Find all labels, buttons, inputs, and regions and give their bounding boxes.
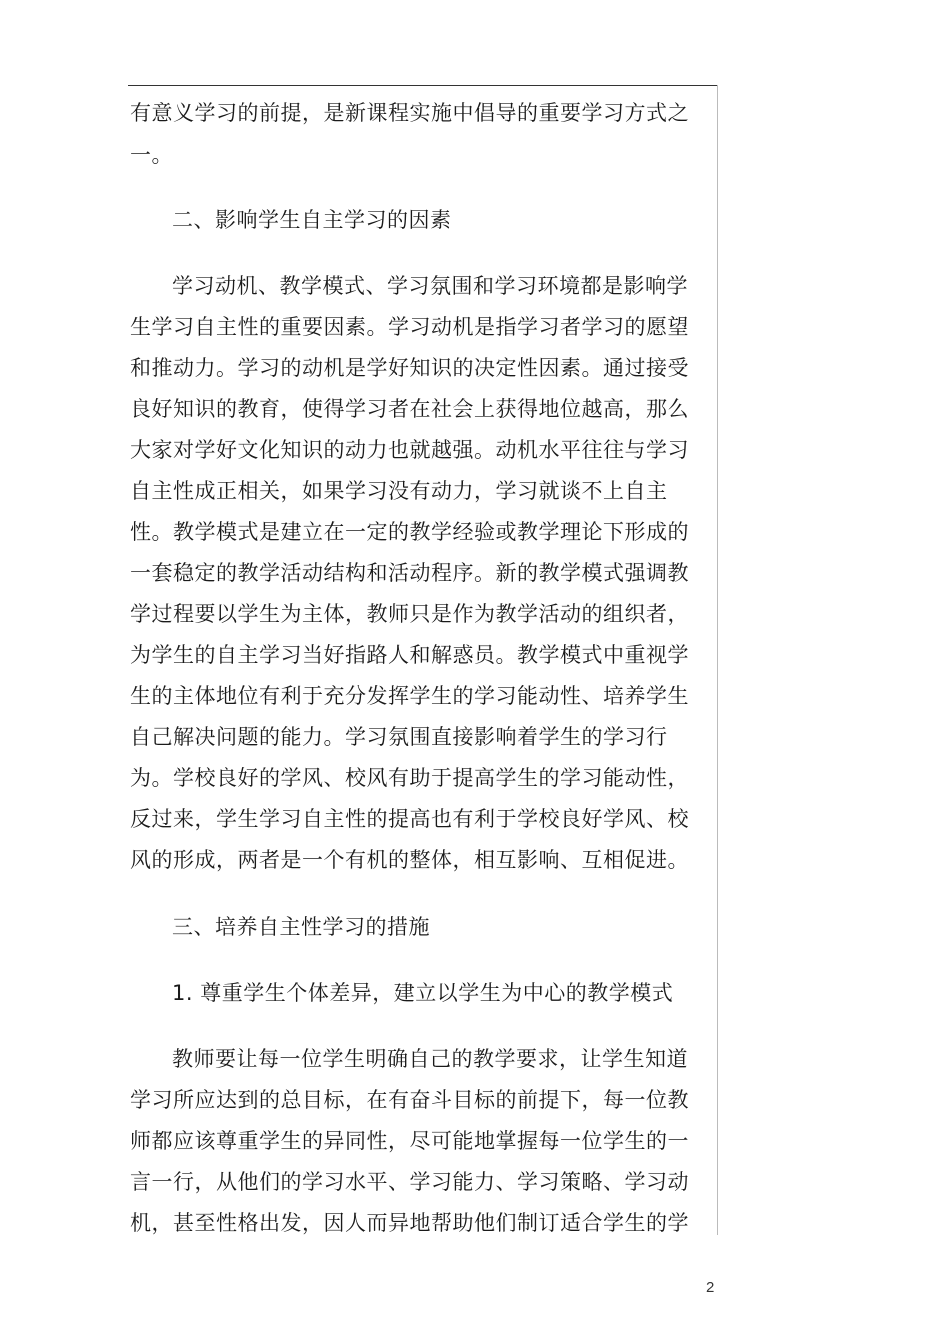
text-line: 自主性成正相关，如果学习没有动力，学习就谈不上自主 xyxy=(130,479,668,503)
text-line: 生的主体地位有利于充分发挥学生的学习能动性、培养学生 xyxy=(130,684,689,708)
text-line: 一套稳定的教学活动结构和活动程序。新的教学模式强调教 xyxy=(130,561,689,585)
text-line: 风的形成，两者是一个有机的整体，相互影响、互相促进。 xyxy=(130,848,689,872)
text-line: 反过来，学生学习自主性的提高也有利于学校良好学风、校 xyxy=(130,807,689,831)
top-rule xyxy=(128,85,718,86)
text-line: 性。教学模式是建立在一定的教学经验或教学理论下形成的 xyxy=(130,520,689,544)
text-line: 机，甚至性格出发，因人而异地帮助他们制订适合学生的学 xyxy=(130,1211,689,1235)
text-line: 生学习自主性的重要因素。学习动机是指学习者学习的愿望 xyxy=(130,315,689,339)
text-line: 自己解决问题的能力。学习氛围直接影响着学生的学习行 xyxy=(130,725,668,749)
section-heading-2: 二、影响学生自主学习的因素 xyxy=(172,208,452,232)
text-line: 大家对学好文化知识的动力也就越强。动机水平往往与学习 xyxy=(130,438,689,462)
text-line: 学习所应达到的总目标，在有奋斗目标的前提下，每一位教 xyxy=(130,1088,689,1112)
right-margin-rule xyxy=(717,85,718,1235)
subsection-heading: 1. 尊重学生个体差异，建立以学生为中心的教学模式 xyxy=(172,981,674,1005)
section-heading-3: 三、培养自主性学习的措施 xyxy=(172,915,430,939)
text-line: 师都应该尊重学生的异同性，尽可能地掌握每一位学生的一 xyxy=(130,1129,689,1153)
text-line: 学习动机、教学模式、学习氛围和学习环境都是影响学 xyxy=(172,274,688,298)
page-number: 2 xyxy=(706,1279,715,1296)
text-line: 为学生的自主学习当好指路人和解惑员。教学模式中重视学 xyxy=(130,643,689,667)
text-line: 一。 xyxy=(130,143,173,167)
text-line: 学过程要以学生为主体，教师只是作为教学活动的组织者， xyxy=(130,602,689,626)
text-line: 教师要让每一位学生明确自己的教学要求，让学生知道 xyxy=(172,1047,688,1071)
text-line: 良好知识的教育，使得学习者在社会上获得地位越高，那么 xyxy=(130,397,689,421)
text-line: 为。学校良好的学风、校风有助于提高学生的学习能动性， xyxy=(130,766,689,790)
text-line: 有意义学习的前提，是新课程实施中倡导的重要学习方式之 xyxy=(130,101,689,125)
text-line: 和推动力。学习的动机是学好知识的决定性因素。通过接受 xyxy=(130,356,689,380)
text-line: 言一行，从他们的学习水平、学习能力、学习策略、学习动 xyxy=(130,1170,689,1194)
